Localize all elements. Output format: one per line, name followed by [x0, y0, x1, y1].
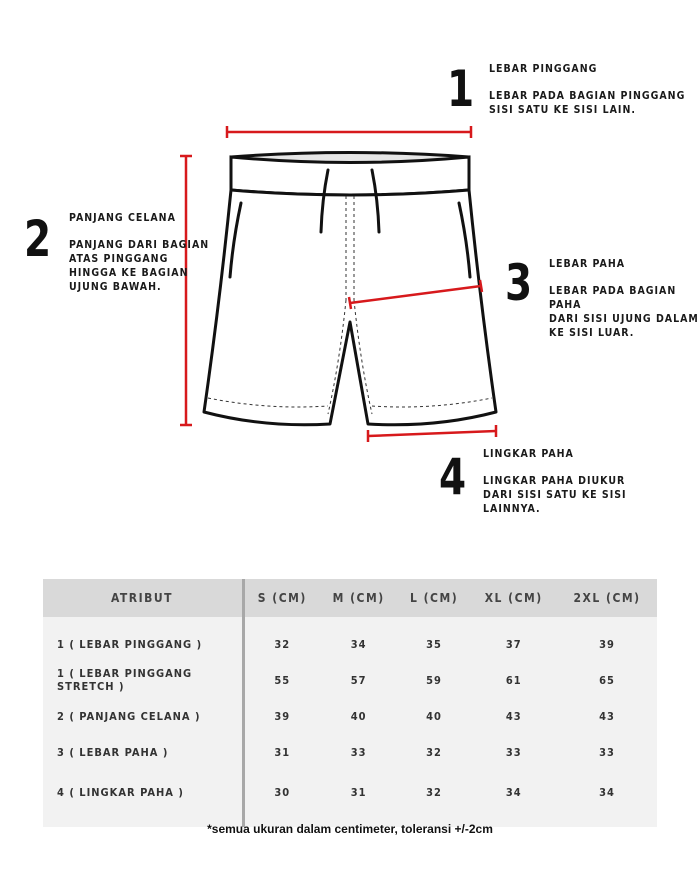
cell-value: 32	[426, 745, 442, 759]
measure-waist-width	[227, 126, 471, 138]
annotation-3	[549, 257, 700, 340]
annotation-1-title: LEBAR PINGGANG	[489, 63, 598, 75]
header-size-s: S (CM)	[244, 579, 320, 617]
cell-value: 61	[505, 673, 522, 687]
header-size-xl: XL (CM)	[470, 579, 557, 617]
table-header-row	[43, 579, 657, 617]
annotation-2-title: PANJANG CELANA	[69, 212, 176, 224]
cell-value: 57	[350, 673, 367, 687]
table-row	[43, 662, 657, 698]
table-row	[43, 770, 657, 827]
cell-value: 31	[274, 745, 291, 759]
footnote: *semua ukuran dalam centimeter, toleransi +/-2cm	[207, 822, 493, 836]
cell-value: 34	[350, 637, 367, 651]
row-attribute: 4 ( LINGKAR PAHA )	[43, 770, 244, 827]
annotation-1-description: LEBAR PADA BAGIAN PINGGANG SISI SATU KE SISI LAIN.	[489, 90, 686, 116]
cell-value: 59	[426, 673, 442, 687]
annotation-3-number: 3	[505, 254, 533, 312]
row-attribute: 2 ( PANJANG CELANA )	[43, 698, 244, 734]
annotation-3-title: LEBAR PAHA	[549, 258, 626, 270]
header-size-2xl: 2XL (CM)	[557, 579, 657, 617]
row-attribute: 1 ( LEBAR PINGGANG STRETCH )	[43, 662, 244, 698]
cell-value: 33	[505, 745, 522, 759]
cell-value: 33	[599, 745, 615, 759]
annotation-4	[483, 447, 627, 516]
cell-value: 35	[426, 637, 442, 651]
cell-value: 39	[599, 637, 615, 651]
cell-value: 30	[274, 785, 291, 799]
cell-value: 40	[350, 709, 367, 723]
cell-value: 43	[599, 709, 615, 723]
table-row	[43, 617, 657, 662]
row-attribute: 3 ( LEBAR PAHA )	[43, 734, 244, 770]
cell-value: 37	[505, 637, 522, 651]
header-attribute: ATRIBUT	[43, 579, 244, 617]
cell-value: 33	[350, 745, 367, 759]
waistband	[231, 157, 469, 195]
cell-value: 55	[274, 673, 291, 687]
cell-value: 43	[505, 709, 522, 723]
table-row	[43, 698, 657, 734]
table-row	[43, 734, 657, 770]
size-table	[43, 579, 657, 827]
annotation-1	[489, 62, 685, 117]
cell-value: 32	[274, 637, 291, 651]
cell-value: 31	[350, 785, 367, 799]
row-attribute: 1 ( LEBAR PINGGANG )	[43, 617, 244, 662]
annotation-2	[69, 211, 209, 294]
annotation-3-description: LEBAR PADA BAGIAN PAHA DARI SISI UJUNG DALAM KE SISI LUAR.	[549, 285, 699, 339]
cell-value: 32	[426, 785, 442, 799]
measure-thigh-circumference	[368, 425, 496, 442]
cell-value: 34	[599, 785, 615, 799]
annotation-2-description: PANJANG DARI BAGIAN ATAS PINGGANG HINGGA KE BAGIAN UJUNG BAWAH.	[69, 239, 210, 293]
annotation-4-description: LINGKAR PAHA DIUKUR DARI SISI SATU KE SISI LAINNYA.	[483, 475, 627, 515]
annotation-2-number: 2	[24, 210, 52, 268]
cell-value: 65	[599, 673, 615, 687]
cell-value: 39	[274, 709, 291, 723]
annotation-4-title: LINGKAR PAHA	[483, 448, 574, 460]
header-size-m: M (CM)	[320, 579, 398, 617]
header-size-l: L (CM)	[398, 579, 471, 617]
annotation-4-number: 4	[439, 448, 467, 506]
cell-value: 34	[505, 785, 522, 799]
annotation-1-number: 1	[447, 60, 475, 118]
cell-value: 40	[426, 709, 442, 723]
